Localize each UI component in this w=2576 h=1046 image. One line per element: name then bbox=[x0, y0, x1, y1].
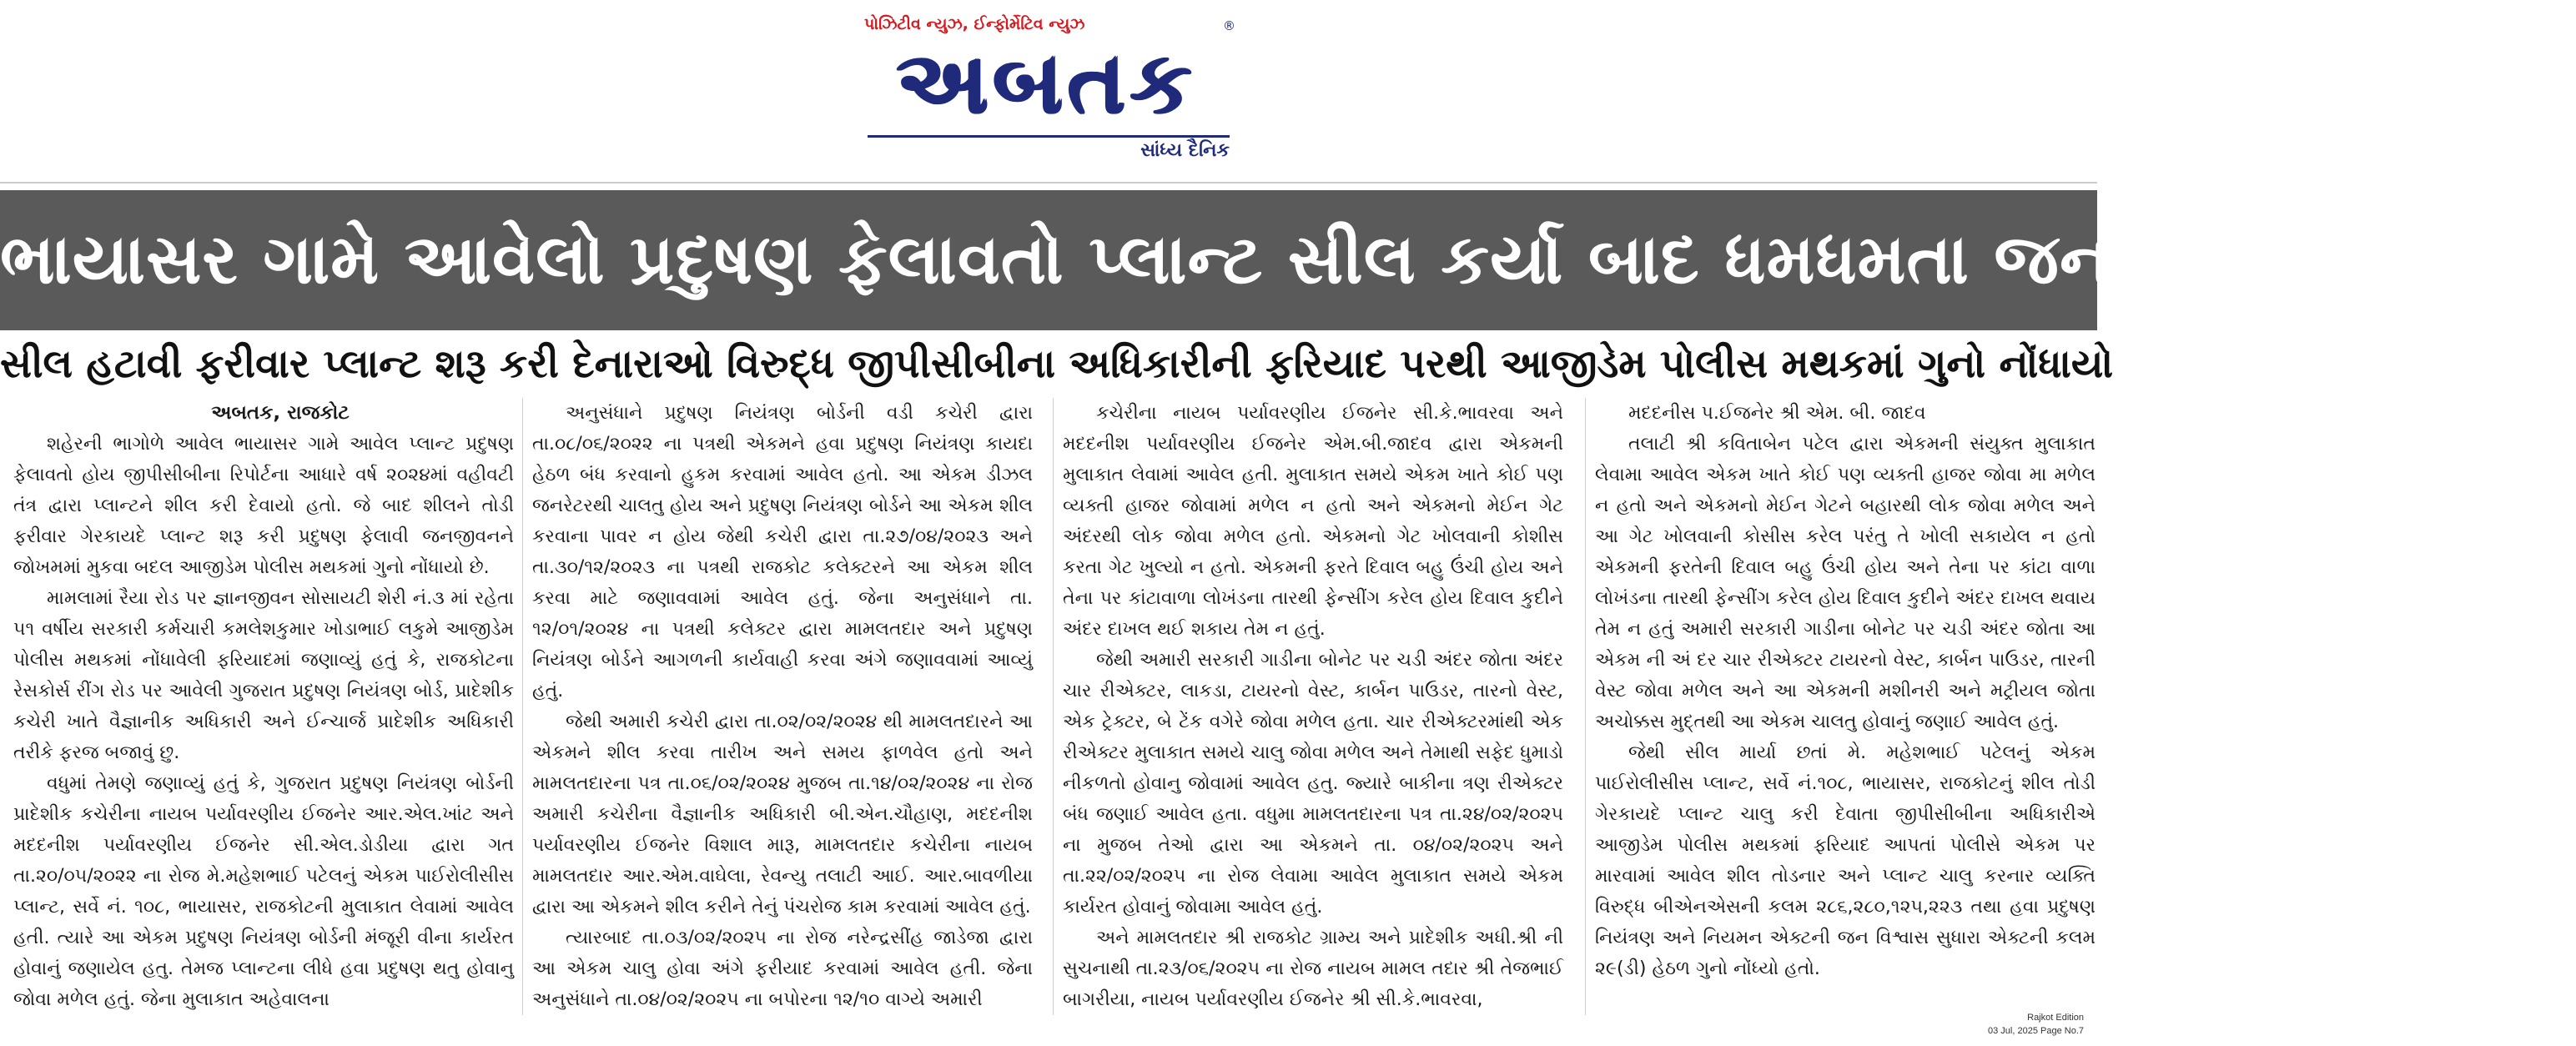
article-body bbox=[0, 398, 2097, 1015]
column-divider bbox=[1585, 398, 1586, 1015]
newspaper-logo: અબતક bbox=[896, 32, 1196, 133]
headline-banner bbox=[0, 190, 2576, 330]
paragraph: જેથી અમારી સરકારી ગાડીના બોનેટ પર ચડી અંદર જોતા અંદર ચાર રીએક્ટર, લાકડા, ટાયરનો વેસ્ટ, કાર્બન પાઉડર, તારનો વેસ્ટ, એક ટ્રેક્ટર, બે ટેંક વગેરે જોવા મળેલ હતા. ચાર રીએક્ટરમાંથી એક રીએક્ટર મુલાકાત સમયે ચાલુ જોવા મળેલ અને તેમાથી સફેદ ધુમાડો નીકળતો હોવાનુ જોવામાં આવેલ હતુ. જ્યારે બાકીના ત્રણ રીએક્ટર બંધ જણાઈ આવેલ હતા. વધુમા મામલતદારના પત્ર તા.૨૪/૦૨/૨૦૨૫ ના મુજબ તેઓ દ્વારા આ એકમને તા. ૦૪/૦૨/૨૦૨૫ અને તા.૨૨/૦૨/૨૦૨૫ ના રોજ લેવામા આવેલ મુલાકાત સમયે એકમ કાર્યરત હોવાનું જોવામા આવેલ હતું. bbox=[1063, 650, 1563, 918]
paragraph: વધુમાં તેમણે જણાવ્યું હતું કે, ગુજરાત પ્રદુષણ નિયંત્રણ બોર્ડની પ્રાદેશીક કચેરીના નાયબ પર્યાવરણીય ઈજનેર આર.એલ.ખાંટ અને મદદનીશ પર્યાવરણીય ઈજનેર સી.એલ.ડોડીયા દ્વારા ગત તા.૨૦/૦૫/૨૦૨૨ ના રોજ મે.મહેશભાઈ પટેલનું એકમ પાઈરોલીસીસ પ્લાન્ટ, સર્વે નં. ૧૦૮, ભાયાસર, રાજકોટની મુલાકાત લેવામાં આવેલ હતી. ત્યારે આ એકમ પ્રદુષણ નિયંત્રણ બોર્ડની મંજૂરી વીના કાર્યરત હોવાનું જણાયેલ હતુ. તેમજ પ્લાન્ટના લીધે હવા પ્રદુષણ થતુ હોવાનુ જોવા મળેલ હતું. જેના મુલાકાત અહેવાલના bbox=[13, 773, 514, 1010]
paragraph: મામલામાં રૈયા રોડ પર જ્ઞાનજીવન સોસાયટી શેરી નં.૩ માં રહેતા ૫૧ વર્ષીય સરકારી કર્મચારી કમલેશકુમાર ખોડાભાઈ લકુમે આજીડેમ પોલીસ મથકમાં નોંધાવેલી ફરિયાદમાં જણાવ્યું હતું કે, રાજકોટના રેસકોર્સ રીંગ રોડ પર આવેલી ગુજરાત પ્રદુષણ નિયંત્રણ બોર્ડ, પ્રાદેશીક કચેરી ખાતે વૈજ્ઞાનીક અધિકારી અને ઈન્ચાર્જ પ્રાદેશીક અધિકારી તરીકે ફરજ બજાવું છુ. bbox=[13, 588, 514, 763]
masthead-tagline: પોઝિટીવ ન્યુઝ, ઈન્ફોર્મેટિવ ન્યુઝ bbox=[864, 15, 1085, 33]
logo-underline bbox=[868, 135, 1230, 138]
registered-mark: ® bbox=[1223, 18, 1235, 33]
column-divider bbox=[522, 398, 523, 1015]
article-column-3 bbox=[1063, 398, 1563, 1015]
paragraph: મદદનીસ પ.ઈજનેર શ્રી એમ. બી. જાદવ bbox=[1628, 403, 1926, 424]
paragraph: શહેરની ભાગોળે આવેલ ભાયાસર ગામે આવેલ પ્લાન્ટ પ્રદુષણ ફેલાવતો હોય જીપીસીબીના રિપોર્ટના આધારે વર્ષ ૨૦૨૪માં વહીવટી તંત્ર દ્વારા પ્લાન્ટને શીલ કરી દેવાયો હતો. જે બાદ શીલને તોડી ફરીવાર ગેરકાયદે પ્લાન્ટ શરૂ કરી પ્રદુષણ ફેલાવી જનજીવનને જોખમમાં મુકવા બદલ આજીડેમ પોલીસ મથકમાં ગુનો નોંધાયો છે. bbox=[13, 434, 514, 578]
masthead-divider bbox=[0, 182, 2097, 184]
masthead bbox=[0, 0, 2097, 189]
article-column-2 bbox=[532, 398, 1033, 1015]
byline: અબતક, રાજકોટ bbox=[211, 402, 350, 424]
paragraph: જેથી અમારી કચેરી દ્વારા તા.૦૨/૦૨/૨૦૨૪ થી મામલતદારને આ એકમને શીલ કરવા તારીખ અને સમય ફાળવેલ હતો અને મામલતદારના પત્ર તા.૦૬/૦૨/૨૦૨૪ મુજબ તા.૧૪/૦૨/૨૦૨૪ ના રોજ અમારી કચેરીના વૈજ્ઞાનીક અધિકારી બી.એન.ચૌહાણ, મદદનીશ પર્યાવરણીય ઈજનેર વિશાલ મારૂ, મામલતદાર કચેરીના નાયબ મામલતદાર આર.એમ.વાઘેલા, રેવન્યુ તલાટી આઈ. આર.બાવળીયા દ્વારા આ એકમને શીલ કરીને તેનું પંચરોજ કામ કરવામાં આવેલ હતું. bbox=[532, 712, 1033, 918]
paragraph: ત્યારબાદ તા.૦૩/૦૨/૨૦૨૫ ના રોજ નરેન્દ્રસીંહ જાડેજા દ્વારા આ એકમ ચાલુ હોવા અંગે ફરીયાદ કરવામાં આવેલ હતી. જેના અનુસંધાને તા.૦૪/૦૨/૨૦૨૫ ના બપોરના ૧૨/૧૦ વાગ્યે અમારી bbox=[532, 928, 1033, 1010]
article-column-4 bbox=[1595, 398, 2096, 1015]
paragraph: અનુસંધાને પ્રદુષણ નિયંત્રણ બોર્ડની વડી કચેરી દ્વારા તા.૦૮/૦૬/૨૦૨૨ ના પત્રથી એકમને હવા પ્રદુષણ નિયંત્રણ કાયદા હેઠળ બંધ કરવાનો હુકમ કરવામાં આવેલ હતો. આ એકમ ડીઝલ જનરેટરથી ચાલતુ હોય અને પ્રદુષણ નિયંત્રણ બોર્ડને આ એકમ શીલ કરવાના પાવર ન હોય જેથી કચેરી દ્વારા તા.૨૭/૦૪/૨૦૨૩ અને તા.૩૦/૧૨/૨૦૨૩ ના પત્રથી રાજકોટ કલેક્ટરને આ એકમ શીલ કરવા માટે જણાવવામાં આવેલ હતું. જેના અનુસંધાને તા. ૧૨/૦૧/૨૦૨૪ ના પત્રથી કલેક્ટર દ્વારા મામલતદાર અને પ્રદુષણ નિયંત્રણ બોર્ડને આગળની કાર્યવાહી કરવા અંગે જણાવવામાં આવ્યું હતું. bbox=[532, 403, 1033, 702]
article-column-1 bbox=[13, 398, 514, 1015]
headline: ભાયાસર ગામે આવેલો પ્રદુષણ ફેલાવતો પ્લાન્ટ સીલ કર્યા બાદ ધમધમતા જનજીવન જોખમાયું bbox=[0, 220, 2576, 299]
subheadline: સીલ હટાવી ફરીવાર પ્લાન્ટ શરૂ કરી દેનારાઓ વિરુદ્ધ જીપીસીબીના અધિકારીની ફરિયાદ પરથી આજીડેમ પોલીસ મથકમાં ગુનો નોંધાયો bbox=[0, 341, 2114, 387]
edition-info bbox=[1988, 1011, 2084, 1038]
masthead-subtitle: સાંધ્ય દૈનિક bbox=[1140, 140, 1230, 161]
edition-name: Rajkot Edition bbox=[2027, 1013, 2084, 1023]
edition-date-page: 03 Jul, 2025 Page No.7 bbox=[1988, 1026, 2084, 1036]
column-divider bbox=[1053, 398, 1054, 1015]
paragraph: અને મામલતદાર શ્રી રાજકોટ ગ્રામ્ય અને પ્રાદેશીક અધી.શ્રી ની સુચનાથી તા.૨૩/૦૬/૨૦૨૫ ના રોજ નાયબ મામલ તદાર શ્રી તેજભાઈ બાગરીયા, નાયબ પર્યાવરણીય ઈજનેર શ્રી સી.કે.ભાવરવા, bbox=[1063, 928, 1563, 1010]
paragraph: જેથી સીલ માર્યા છતાં મે. મહેશભાઈ પટેલનું એકમ પાઈરોલીસીસ પ્લાન્ટ, સર્વે નં.૧૦૮, ભાયાસર, રાજકોટનું શીલ તોડી ગેરકાયદે પ્લાન્ટ ચાલુ કરી દેવાતા જીપીસીબીના અધિકારીએ આજીડેમ પોલીસ મથકમાં ફરિયાદ આપતાં પોલીસે એકમ પર મારવામાં આવેલ શીલ તોડનાર અને પ્લાન્ટ ચાલુ કરનાર વ્યક્તિ વિરુદ્ધ બીએનએસની કલમ ૨૮૬,૨૮૦,૧૨૫,૨૨૩ તથા હવા પ્રદુષણ નિયંત્રણ અને નિયમન એક્ટની જન વિશ્વાસ સુધારા એક્ટની કલમ ૨૯(ડી) હેઠળ ગુનો નોંધ્યો હતો. bbox=[1595, 742, 2096, 979]
paragraph: તલાટી શ્રી કવિતાબેન પટેલ દ્વારા એકમની સંયુક્ત મુલાકાત લેવામા આવેલ એકમ ખાતે કોઈ પણ વ્યક્તી હાજર જોવા મા મળેલ ન હતો અને એકમનો મેઈન ગેટને બહારથી લોક જોવા મળેલ અને આ ગેટ ખોલવાની કોસીસ કરેલ પરંતુ તે ખોલી સકાયેલ ન હતો એકમની ફરતેની દિવાલ બહુ ઉંચી હોય અને તેના પર કાંટા વાળા લોખંડના તારથી ફેન્સીંગ કરેલ હોય દિવાલ કુદીને અંદર દાખલ થવાય તેમ ન હતું અમારી સરકારી ગાડીના બોનેટ પર ચડી અંદર જોતા આ એકમ ની અં દર ચાર રીએક્ટર ટાયરનો વેસ્ટ, કાર્બન પાઉડર, તારની વેસ્ટ જોવા મળેલ અને આ એકમની મશીનરી અને મટ્રીયલ જોતા અચોક્કસ મુદ્તથી આ એકમ ચાલતુ હોવાનું જણાઈ આવેલ હતું. bbox=[1595, 434, 2096, 732]
paragraph: કચેરીના નાયબ પર્યાવરણીય ઈજનેર સી.કે.ભાવરવા અને મદદનીશ પર્યાવરણીય ઈજનેર એમ.બી.જાદવ દ્વારા એકમની મુલાકાત લેવામાં આવેલ હતી. મુલાકાત સમયે એકમ ખાતે કોઈ પણ વ્યક્તી હાજર જોવામાં મળેલ ન હતો અને એકમનો મેઈન ગેટ અંદરથી લોક જોવા મળેલ હતો. એકમનો ગેટ ખોલવાની કોશીસ કરતા ગેટ ખુલ્યો ન હતો. એકમની ફરતે દિવાલ બહુ ઉંચી હોય અને તેના પર કાંટાવાળા લોખંડના તારથી ફેન્સીંગ કરેલ હોય દિવાલ કુદીને અંદર દાખલ થઈ શકાય તેમ ન હતું. bbox=[1063, 403, 1563, 640]
